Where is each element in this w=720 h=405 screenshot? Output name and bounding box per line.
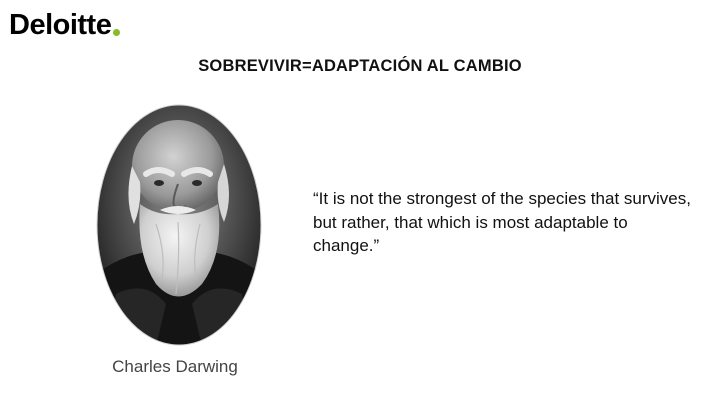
logo-wordmark: Deloitte — [9, 9, 112, 41]
portrait-caption: Charles Darwing — [112, 357, 238, 376]
darwin-portrait — [96, 104, 262, 346]
logo-green-dot — [113, 29, 120, 36]
slide-title: SOBREVIVIR=ADAPTACIÓN AL CAMBIO — [198, 57, 522, 75]
darwin-quote: “It is not the strongest of the species that survives, but rather, that which is most adaptable to change.” — [313, 189, 691, 255]
deloitte-logo — [9, 6, 120, 40]
